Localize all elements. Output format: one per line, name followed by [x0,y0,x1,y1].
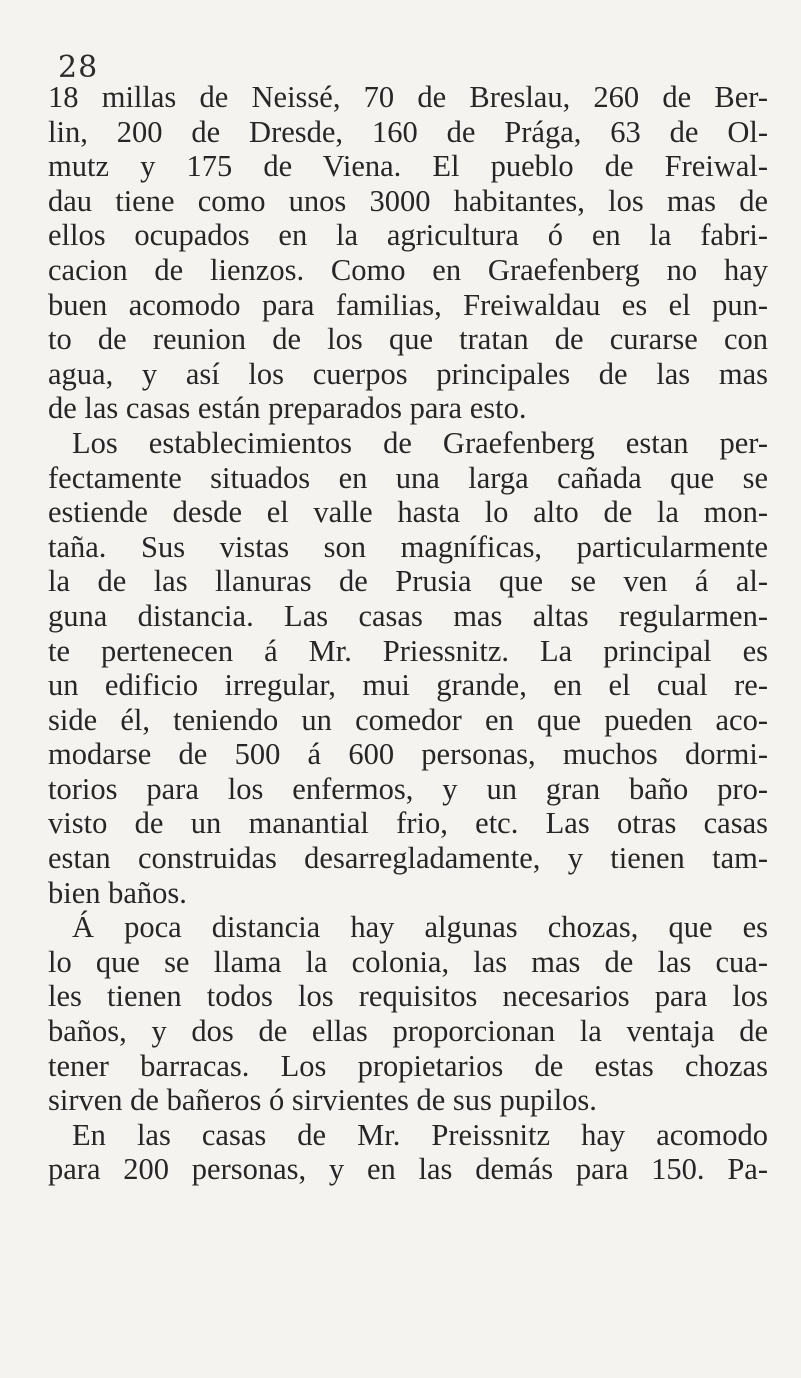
text-line: la de las llanuras de Prusia que se ven á al- [48,564,768,599]
text-line: estiende desde el valle hasta lo alto de la mon- [48,495,768,530]
text-line: modarse de 500 á 600 personas, muchos dormi- [48,737,768,772]
text-line: Á poca distancia hay algunas chozas, que es [72,910,768,945]
text-line: agua, y así los cuerpos principales de las mas [48,356,768,391]
text-line: taña. Sus vistas son magníficas, particularmente [48,529,768,564]
text-line: cacion de lienzos. Como en Graefenberg no hay [48,252,768,287]
text-line: En las casas de Mr. Preissnitz hay acomodo [72,1117,768,1152]
body-text [48,80,768,1187]
text-line: les tienen todos los requisitos necesarios para los [48,979,768,1014]
text-line: guna distancia. Las casas mas altas regularmen- [48,598,768,633]
text-line: mutz y 175 de Viena. El pueblo de Freiwal- [48,149,768,184]
text-line: bien baños. [48,875,187,910]
text-line: tener barracas. Los propietarios de estas chozas [48,1048,768,1083]
text-line: torios para los enfermos, y un gran baño pro- [48,771,768,806]
text-line: 18 millas de Neissé, 70 de Breslau, 260 de Ber- [48,80,768,114]
text-line: te pertenecen á Mr. Priessnitz. La principal es [48,633,768,668]
text-line: Los establecimientos de Graefenberg estan per- [72,425,768,460]
text-line: fectamente situados en una larga cañada que se [48,460,768,495]
text-line: ellos ocupados en la agricultura ó en la fabri- [48,218,768,253]
text-line: baños, y dos de ellas proporcionan la ventaja de [48,1014,768,1049]
page-number: 28 [58,50,99,85]
text-line: sirven de bañeros ó sirvientes de sus pupilos. [48,1083,597,1118]
text-line: side él, teniendo un comedor en que pueden aco- [48,702,768,737]
text-line: visto de un manantial frio, etc. Las otras casas [48,806,768,841]
text-line: estan construidas desarregladamente, y tienen tam- [48,841,768,876]
text-line: de las casas están preparados para esto. [48,391,527,426]
text-line: dau tiene como unos 3000 habitantes, los mas de [48,183,768,218]
text-line: to de reunion de los que tratan de curarse con [48,322,768,357]
text-line: un edificio irregular, mui grande, en el cual re- [48,668,768,703]
text-line: lo que se llama la colonia, las mas de las cua- [48,944,768,979]
text-line: para 200 personas, y en las demás para 150. Pa- [48,1152,768,1187]
text-line: lin, 200 de Dresde, 160 de Prága, 63 de Ol- [48,114,768,149]
text-line: buen acomodo para familias, Freiwaldau es el pun- [48,287,768,322]
